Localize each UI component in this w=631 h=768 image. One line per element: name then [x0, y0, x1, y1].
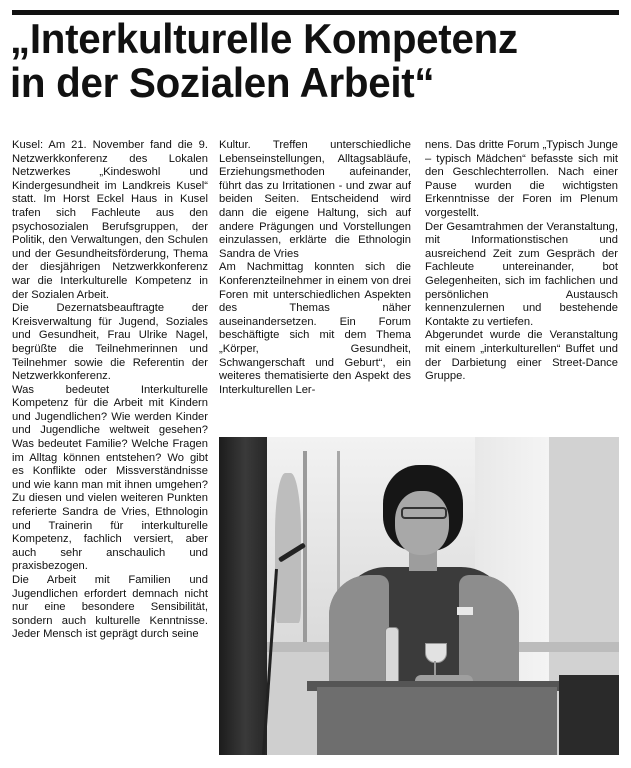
water-bottle: [385, 627, 399, 685]
paragraph: Die Arbeit mit Familien und Jugendlichen erfordert demnach nicht nur eine besondere Sensibilität, sondern auch kulturelle Kenntnisse. Jeder Mensch ist geprägt durch seine: [12, 574, 208, 641]
curtain: [219, 437, 267, 755]
paragraph: Am Nachmittag konnten sich die Konferenzteilnehmer in einem von drei Foren mit unterschiedlichen Aspekten des Themas näher auseinandersetzen. Ein Forum beschäftigte sich mit dem Thema „Körper, Gesundheit, Schwangerschaft und Geburt“, ein weiteres thematisierte den Aspekt des Interkulturellen Ler-: [219, 261, 411, 396]
paragraph: Die Dezernatsbeauftragte der Kreisverwaltung für Jugend, Soziales und Gesundheit, Frau Ulrike Nagel, begrüßte die Teilnehmerinnen und Teilnehmer sowie die Referentin der Netzwerkkonferenz.: [12, 302, 208, 383]
glasses: [401, 507, 447, 519]
paragraph: Was bedeutet Interkulturelle Kompetenz für die Arbeit mit Kindern und Jugendlichen? Wie werden Kinder und Jugendliche weltweit gesehen? Was bedeutet Familie? Welche Fragen im Alltag können entstehen? Wo gibt es Konflikte oder Missverständnisse und wie kann man mit ihnen umgehen? Zu diesen und vielen weiteren Punkten referierte Sandra de Vries, Ethnologin und Trainerin für interkulturelle Kompetenz, fachlich versiert, aber auch sehr anschaulich und praxisbezogen.: [12, 383, 208, 573]
paragraph: Der Gesamtrahmen der Veranstaltung, mit Informationstischen und ausreichend Zeit zum Gespräch der Fachleute untereinander, bot Gelegenheiten, sich im fachlichen und persönlichen Austausch kennenzulernen und bestehende Kontakte zu vertiefen.: [425, 220, 618, 328]
window-frame: [303, 451, 307, 651]
name-badge: [457, 607, 473, 615]
face: [395, 491, 449, 555]
paragraph: Kultur. Treffen unterschiedliche Lebenseinstellungen, Alltagsabläufe, Erziehungsmethoden aufeinander, führt das zu Irritationen - und zwar auf beiden Seiten. Entscheidend wird dann die eigene Haltung, sich auf andere Prägungen und Vorstellungen einzulassen, erklärte die Ethnologin Sandra de Vries: [219, 139, 411, 260]
wine-glass: [425, 643, 447, 663]
lectern: [317, 687, 557, 755]
headline-line-1: „Interkulturelle Kompetenz: [10, 15, 518, 62]
paragraph: nens. Das dritte Forum „Typisch Junge – typisch Mädchen“ befasste sich mit den Geschlechterrollen. Nach einer Pause wurden die wichtigsten Erkenntnisse der Foren im Plenum vorgestellt.: [425, 139, 618, 219]
article-column-3: [425, 139, 618, 384]
paragraph: Abgerundet wurde die Veranstaltung mit einem „interkulturellen“ Buffet und der Darbietung einer Street-Dance Gruppe.: [425, 329, 618, 383]
dark-object: [559, 675, 619, 755]
headline-line-2: in der Sozialen Arbeit“: [10, 59, 435, 106]
headline: [10, 17, 598, 105]
article-column-2: [219, 139, 411, 397]
article-column-1: [12, 139, 208, 757]
speaker-photo: [219, 437, 619, 755]
paragraph: Kusel: Am 21. November fand die 9. Netzwerkkonferenz des Lokalen Netzwerkes „Kindeswohl und Kindergesundheit im Landkreis Kusel“ statt. Im Horst Eckel Haus in Kusel trafen sich Fachleute aus den psychosozialen Berufsgruppen, der Politik, den Verwaltungen, den Schulen und der Gesundheitsförderung, Thema der diesjährigen Netzwerkkonferenz war die Interkulturelle Kompetenz in der Sozialen Arbeit.: [12, 139, 208, 301]
